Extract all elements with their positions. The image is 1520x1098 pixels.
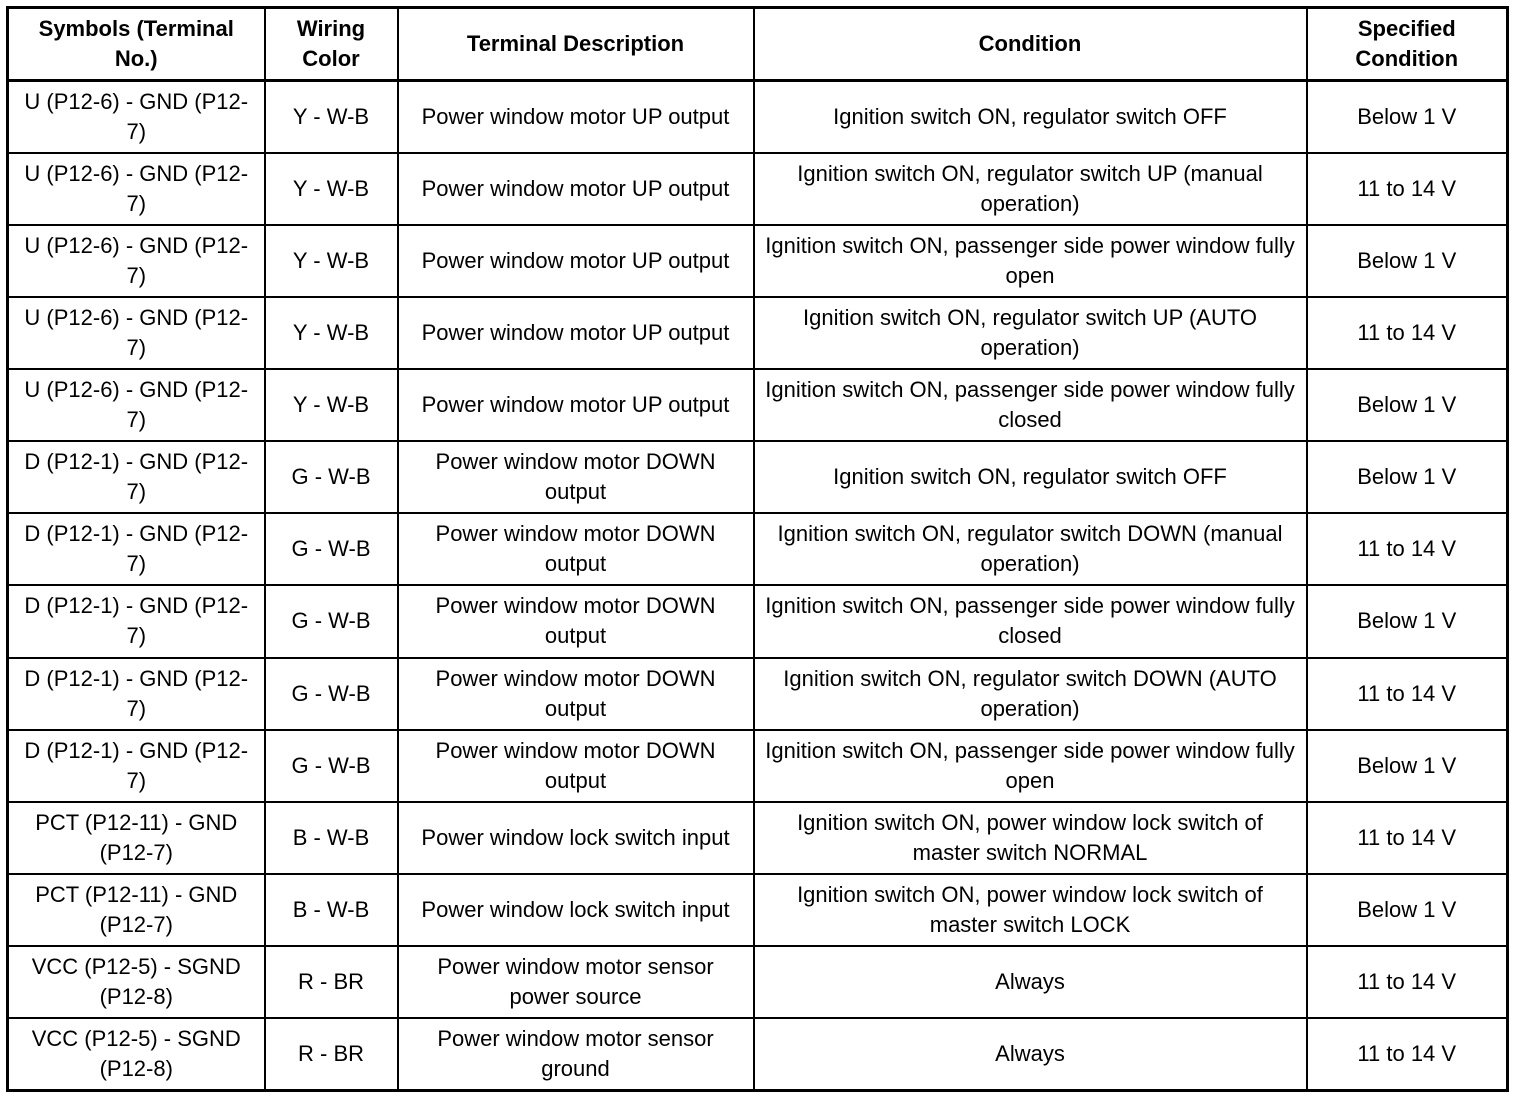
- cell-terminal-description: Power window motor DOWN output: [398, 513, 754, 585]
- header-row: [8, 8, 1508, 81]
- cell-terminal-description: Power window motor DOWN output: [398, 585, 754, 657]
- cell-condition: Ignition switch ON, regulator switch UP (manual operation): [754, 153, 1307, 225]
- cell-symbol: D (P12-1) - GND (P12-7): [8, 513, 265, 585]
- cell-terminal-description: Power window motor UP output: [398, 225, 754, 297]
- cell-symbol: U (P12-6) - GND (P12-7): [8, 153, 265, 225]
- table-row: [8, 1018, 1508, 1091]
- cell-specified-condition: Below 1 V: [1307, 585, 1508, 657]
- cell-specified-condition: 11 to 14 V: [1307, 1018, 1508, 1091]
- cell-specified-condition: Below 1 V: [1307, 874, 1508, 946]
- header-wiring-color: Wiring Color: [265, 8, 398, 81]
- cell-terminal-description: Power window motor DOWN output: [398, 441, 754, 513]
- cell-condition: Ignition switch ON, regulator switch DOWN (manual operation): [754, 513, 1307, 585]
- table-row: [8, 369, 1508, 441]
- cell-terminal-description: Power window lock switch input: [398, 802, 754, 874]
- cell-condition: Ignition switch ON, regulator switch OFF: [754, 441, 1307, 513]
- cell-specified-condition: 11 to 14 V: [1307, 513, 1508, 585]
- cell-terminal-description: Power window motor UP output: [398, 369, 754, 441]
- cell-terminal-description: Power window motor sensor power source: [398, 946, 754, 1018]
- cell-specified-condition: Below 1 V: [1307, 225, 1508, 297]
- cell-terminal-description: Power window motor UP output: [398, 153, 754, 225]
- cell-condition: Always: [754, 946, 1307, 1018]
- cell-condition: Ignition switch ON, regulator switch UP (AUTO operation): [754, 297, 1307, 369]
- cell-wiring-color: B - W-B: [265, 802, 398, 874]
- cell-terminal-description: Power window motor DOWN output: [398, 658, 754, 730]
- cell-specified-condition: 11 to 14 V: [1307, 946, 1508, 1018]
- table-row: [8, 297, 1508, 369]
- cell-wiring-color: R - BR: [265, 1018, 398, 1091]
- cell-wiring-color: Y - W-B: [265, 369, 398, 441]
- table-row: [8, 946, 1508, 1018]
- table-row: [8, 585, 1508, 657]
- cell-terminal-description: Power window motor UP output: [398, 297, 754, 369]
- cell-wiring-color: Y - W-B: [265, 225, 398, 297]
- cell-condition: Ignition switch ON, regulator switch DOWN (AUTO operation): [754, 658, 1307, 730]
- table-row: [8, 441, 1508, 513]
- cell-symbol: U (P12-6) - GND (P12-7): [8, 225, 265, 297]
- cell-wiring-color: Y - W-B: [265, 297, 398, 369]
- cell-specified-condition: Below 1 V: [1307, 369, 1508, 441]
- cell-terminal-description: Power window lock switch input: [398, 874, 754, 946]
- cell-specified-condition: 11 to 14 V: [1307, 153, 1508, 225]
- header-condition: Condition: [754, 8, 1307, 81]
- cell-condition: Ignition switch ON, passenger side power window fully closed: [754, 369, 1307, 441]
- cell-symbol: VCC (P12-5) - SGND (P12-8): [8, 946, 265, 1018]
- cell-specified-condition: 11 to 14 V: [1307, 802, 1508, 874]
- cell-wiring-color: G - W-B: [265, 730, 398, 802]
- cell-symbol: VCC (P12-5) - SGND (P12-8): [8, 1018, 265, 1091]
- cell-condition: Ignition switch ON, power window lock switch of master switch NORMAL: [754, 802, 1307, 874]
- cell-symbol: PCT (P12-11) - GND (P12-7): [8, 802, 265, 874]
- table-row: [8, 658, 1508, 730]
- cell-condition: Ignition switch ON, passenger side power window fully open: [754, 225, 1307, 297]
- table-row: [8, 513, 1508, 585]
- cell-terminal-description: Power window motor DOWN output: [398, 730, 754, 802]
- table-row: [8, 802, 1508, 874]
- cell-wiring-color: G - W-B: [265, 585, 398, 657]
- cell-symbol: D (P12-1) - GND (P12-7): [8, 730, 265, 802]
- cell-condition: Ignition switch ON, regulator switch OFF: [754, 81, 1307, 154]
- cell-symbol: D (P12-1) - GND (P12-7): [8, 441, 265, 513]
- cell-specified-condition: Below 1 V: [1307, 730, 1508, 802]
- cell-specified-condition: Below 1 V: [1307, 441, 1508, 513]
- cell-symbol: U (P12-6) - GND (P12-7): [8, 81, 265, 154]
- cell-wiring-color: Y - W-B: [265, 81, 398, 154]
- table-row: [8, 225, 1508, 297]
- cell-wiring-color: G - W-B: [265, 658, 398, 730]
- header-symbols: Symbols (Terminal No.): [8, 8, 265, 81]
- cell-wiring-color: G - W-B: [265, 513, 398, 585]
- table-row: [8, 153, 1508, 225]
- cell-wiring-color: Y - W-B: [265, 153, 398, 225]
- cell-condition: Always: [754, 1018, 1307, 1091]
- cell-symbol: U (P12-6) - GND (P12-7): [8, 297, 265, 369]
- cell-condition: Ignition switch ON, power window lock switch of master switch LOCK: [754, 874, 1307, 946]
- header-terminal-description: Terminal Description: [398, 8, 754, 81]
- cell-specified-condition: 11 to 14 V: [1307, 297, 1508, 369]
- cell-terminal-description: Power window motor UP output: [398, 81, 754, 154]
- cell-terminal-description: Power window motor sensor ground: [398, 1018, 754, 1091]
- header-specified-condition: Specified Condition: [1307, 8, 1508, 81]
- cell-condition: Ignition switch ON, passenger side power window fully open: [754, 730, 1307, 802]
- cell-wiring-color: G - W-B: [265, 441, 398, 513]
- cell-symbol: PCT (P12-11) - GND (P12-7): [8, 874, 265, 946]
- table-row: [8, 81, 1508, 154]
- cell-symbol: D (P12-1) - GND (P12-7): [8, 585, 265, 657]
- table-row: [8, 874, 1508, 946]
- cell-specified-condition: Below 1 V: [1307, 81, 1508, 154]
- cell-wiring-color: B - W-B: [265, 874, 398, 946]
- cell-condition: Ignition switch ON, passenger side power window fully closed: [754, 585, 1307, 657]
- table-row: [8, 730, 1508, 802]
- cell-symbol: U (P12-6) - GND (P12-7): [8, 369, 265, 441]
- cell-symbol: D (P12-1) - GND (P12-7): [8, 658, 265, 730]
- cell-specified-condition: 11 to 14 V: [1307, 658, 1508, 730]
- cell-wiring-color: R - BR: [265, 946, 398, 1018]
- terminal-spec-table: [6, 6, 1509, 1092]
